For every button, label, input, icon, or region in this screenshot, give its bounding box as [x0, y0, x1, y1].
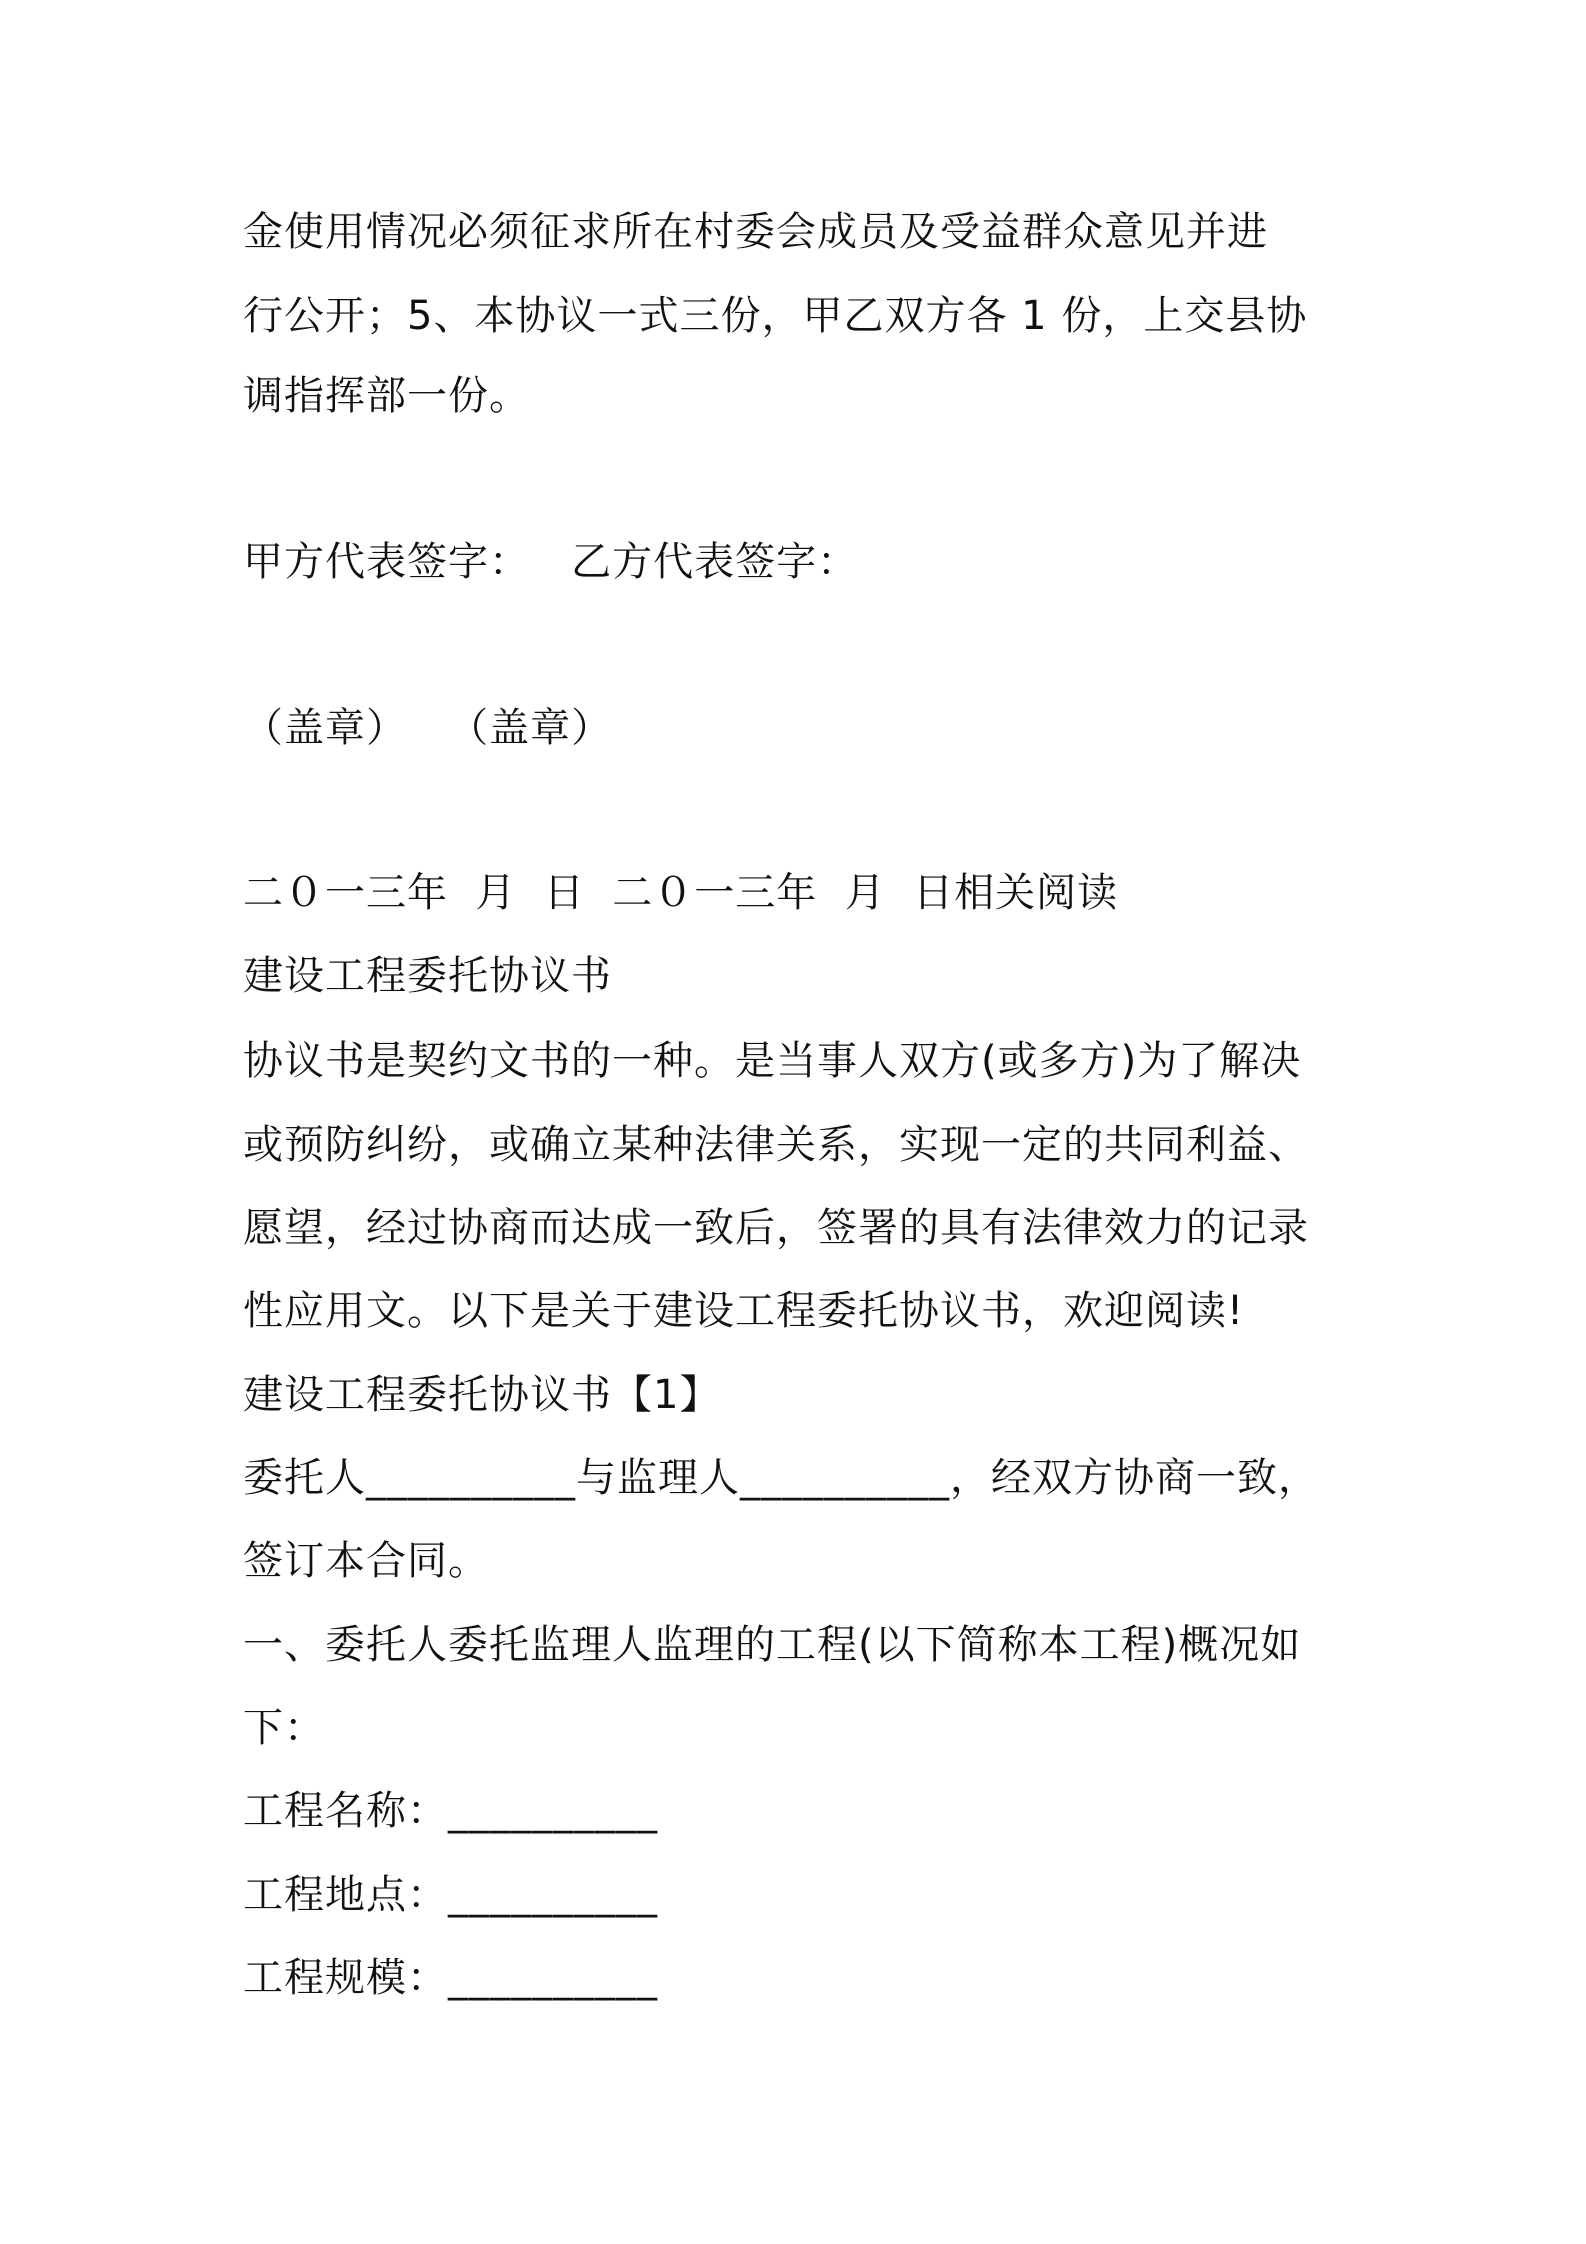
intro-line: 协议书是契约文书的一种。是当事人双方(或多方)为了解决 — [243, 1038, 1302, 1084]
section-title: 建设工程委托协议书【1】 — [243, 1372, 721, 1418]
signature-line: 甲方代表签字： 乙方代表签字： — [243, 539, 859, 585]
field-project-location: 工程地点：__________ — [243, 1872, 658, 1918]
paragraph-line: 金使用情况必须征求所在村委会成员及受益群众意见并进 — [243, 209, 1268, 255]
field-project-scale: 工程规模：__________ — [243, 1955, 658, 2001]
field-project-name: 工程名称：__________ — [243, 1788, 658, 1834]
paragraph-line: 行公开；5、本协议一式三份，甲乙双方各 1 份，上交县协 — [243, 293, 1308, 339]
intro-line: 或预防纠纷，或确立某种法律关系，实现一定的共同利益、 — [243, 1122, 1309, 1168]
parties-line: 委托人__________与监理人__________，经双方协商一致， — [243, 1455, 1319, 1501]
seal-line: （盖章） （盖章） — [243, 705, 613, 751]
date-line: 二０一三年 月 日 二０一三年 月 日相关阅读 — [243, 870, 1119, 916]
parties-line: 签订本合同。 — [243, 1538, 489, 1584]
intro-line: 性应用文。以下是关于建设工程委托协议书，欢迎阅读! — [243, 1288, 1245, 1334]
related-title: 建设工程委托协议书 — [243, 953, 612, 999]
clause-line: 一、委托人委托监理人监理的工程(以下简称本工程)概况如 — [243, 1622, 1302, 1668]
intro-line: 愿望，经过协商而达成一致后，签署的具有法律效力的记录 — [243, 1205, 1309, 1251]
clause-line: 下： — [243, 1705, 325, 1751]
paragraph-line: 调指挥部一份。 — [243, 373, 530, 419]
